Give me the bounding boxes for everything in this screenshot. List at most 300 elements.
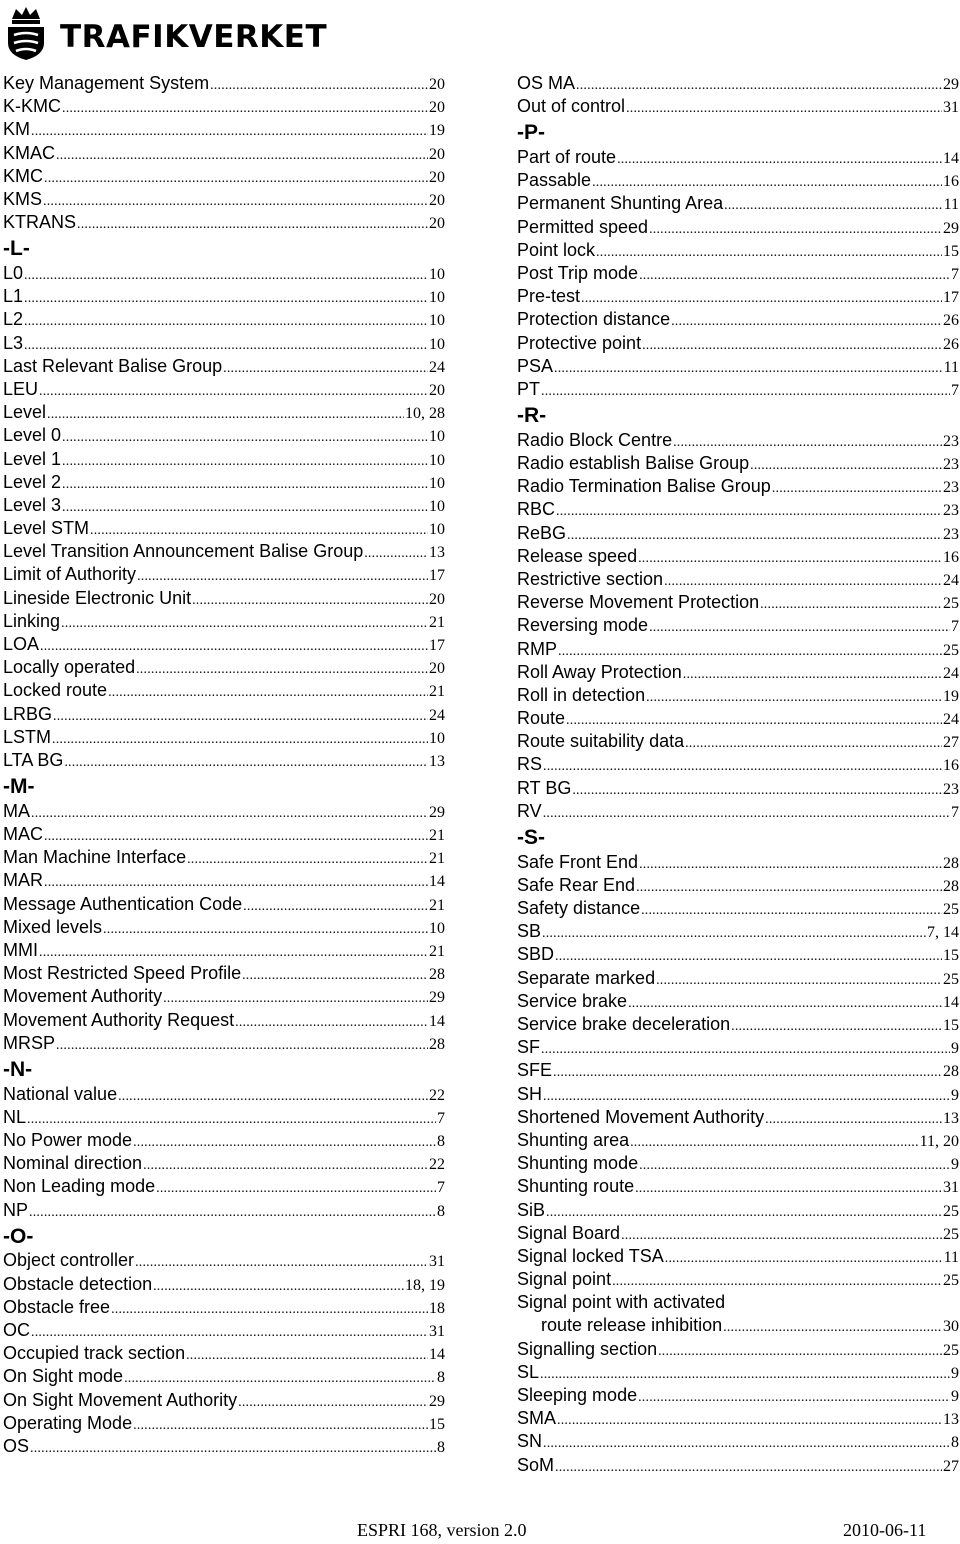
- index-entry: [517, 1338, 959, 1361]
- page-number: 26: [943, 312, 959, 330]
- index-entry: [3, 471, 445, 494]
- dot-leader: [542, 922, 926, 945]
- index-entry: [517, 1059, 959, 1082]
- index-column-right: [517, 72, 959, 1477]
- letter-heading: -L-: [3, 237, 30, 261]
- index-term: OS: [3, 1435, 30, 1456]
- page-number: 25: [943, 641, 959, 659]
- dot-leader: [750, 454, 942, 477]
- index-entry: [517, 498, 959, 521]
- page-number: 20: [429, 76, 445, 93]
- dot-leader: [133, 1131, 436, 1154]
- page-number: 10: [429, 266, 445, 283]
- page-number: 11: [943, 196, 959, 214]
- index-term: Obstacle detection: [3, 1273, 153, 1294]
- index-entry: [517, 1245, 959, 1268]
- index-term: KTRANS: [3, 212, 77, 233]
- index-term: Nominal direction: [3, 1153, 143, 1174]
- index-term: Service brake deceleration: [517, 1014, 731, 1034]
- dot-leader: [685, 732, 942, 755]
- dot-leader: [137, 565, 428, 588]
- index-entry: [3, 165, 445, 188]
- index-term: LTA BG: [3, 749, 64, 770]
- page-number: 22: [429, 1086, 445, 1104]
- index-entry: [3, 1412, 445, 1435]
- page-number: 21: [429, 613, 445, 631]
- index-term: Occupied track section: [3, 1343, 186, 1364]
- index-entry: [3, 633, 445, 656]
- letter-heading: -O-: [3, 1224, 34, 1248]
- index-entry: [3, 1342, 445, 1365]
- index-entry: [517, 1384, 959, 1407]
- dot-leader: [29, 1201, 436, 1224]
- page-number: 16: [943, 173, 959, 191]
- index-term: SMA: [517, 1408, 557, 1429]
- index-term: SBD: [517, 944, 555, 965]
- dot-leader: [56, 1034, 428, 1057]
- index-entry: [3, 1389, 445, 1412]
- footer-date: 2010-06-11: [843, 1520, 927, 1540]
- index-entry: [3, 962, 445, 985]
- index-entry: [3, 424, 445, 447]
- dot-leader: [61, 612, 428, 635]
- dot-leader: [558, 640, 942, 663]
- dot-leader: [581, 287, 942, 310]
- index-entry: [517, 378, 959, 401]
- index-entry: [517, 1407, 959, 1430]
- page-number: 31: [943, 99, 959, 117]
- page-number: 17: [429, 637, 445, 654]
- dot-leader: [543, 802, 950, 825]
- page-number: 23: [943, 456, 959, 473]
- letter-heading: -S-: [517, 826, 545, 849]
- dot-leader: [628, 992, 942, 1015]
- index-term: Radio Termination Balise Group: [517, 476, 771, 497]
- index-entry: [3, 1435, 445, 1458]
- dot-leader: [543, 1085, 950, 1108]
- dot-leader: [135, 1251, 428, 1274]
- page-number: 25: [943, 970, 959, 988]
- dot-leader: [143, 1154, 428, 1177]
- index-entry: [517, 1129, 959, 1152]
- page-number: 13: [429, 544, 445, 562]
- page-number: 29: [943, 219, 959, 237]
- index-entry: [3, 517, 445, 540]
- index-entry: [3, 1365, 445, 1388]
- dot-leader: [210, 74, 428, 97]
- page-number: 24: [429, 358, 445, 376]
- index-term: SiB: [517, 1199, 546, 1220]
- index-term: Permitted speed: [517, 216, 649, 237]
- index-entry: [517, 285, 959, 308]
- index-entry: [517, 1222, 959, 1245]
- dot-leader: [638, 1386, 950, 1409]
- index-term: Protective point: [517, 332, 642, 353]
- index-entry: [3, 494, 445, 517]
- dot-leader: [649, 218, 942, 241]
- letter-heading: -N-: [3, 1057, 33, 1081]
- index-term: Part of route: [517, 147, 617, 168]
- dot-leader: [62, 97, 428, 120]
- index-entry: [3, 656, 445, 679]
- dot-leader: [673, 431, 942, 454]
- index-entry: [517, 777, 959, 800]
- index-entry: [3, 563, 445, 586]
- dot-leader: [27, 1108, 436, 1131]
- index-entry: [3, 188, 445, 211]
- dot-leader: [62, 450, 428, 473]
- page-number: 11: [943, 1248, 959, 1266]
- page-number: 21: [429, 850, 445, 868]
- index-term: Service brake: [517, 990, 628, 1011]
- page-number: 10: [429, 497, 445, 515]
- index-term: RT BG: [517, 777, 572, 798]
- dot-leader: [44, 871, 428, 894]
- page-number: 13: [943, 1411, 959, 1429]
- page-number: 28: [943, 854, 959, 872]
- index-entry: [3, 1175, 445, 1198]
- page-number: 11, 20: [919, 1132, 959, 1150]
- index-term: Level 1: [3, 448, 62, 469]
- index-entry: [3, 939, 445, 962]
- page-number: 26: [943, 335, 959, 353]
- index-term: PSA: [517, 355, 554, 376]
- dot-leader: [541, 380, 950, 403]
- page-number: 20: [429, 660, 445, 678]
- index-term: Safe Front End: [517, 851, 639, 872]
- index-term: KMC: [3, 165, 43, 186]
- index-term: Safety distance: [517, 898, 641, 919]
- letter-heading: -P-: [517, 121, 545, 145]
- index-term: Safe Rear End: [517, 874, 636, 895]
- index-entry: [3, 211, 445, 234]
- index-entry: [517, 568, 959, 591]
- index-term: SL: [517, 1361, 540, 1382]
- index-entry: [3, 869, 445, 892]
- index-entry: [517, 1361, 959, 1384]
- page-number: 7: [437, 1109, 445, 1127]
- index-term: OS MA: [517, 73, 576, 93]
- dot-leader: [44, 825, 428, 848]
- dot-leader: [242, 964, 428, 987]
- dot-leader: [541, 1038, 950, 1061]
- dot-leader: [649, 616, 950, 639]
- index-entry: [517, 1430, 959, 1453]
- dot-leader: [133, 1414, 428, 1437]
- dot-leader: [665, 1247, 943, 1270]
- index-entry: [3, 1249, 445, 1272]
- dot-leader: [153, 1275, 404, 1298]
- index-entry: [517, 146, 959, 169]
- index-term: LOA: [3, 634, 40, 654]
- dot-leader: [186, 1344, 428, 1367]
- index-entry: [3, 703, 445, 726]
- index-term: Signalling section: [517, 1338, 658, 1359]
- page-number: 14: [429, 1346, 445, 1364]
- dot-leader: [111, 1298, 428, 1321]
- index-term: Lineside Electronic Unit: [3, 587, 192, 608]
- dot-leader: [223, 357, 428, 380]
- index-entry: [3, 1032, 445, 1055]
- index-entry: [3, 448, 445, 471]
- page-number: 28: [429, 966, 445, 984]
- dot-leader: [638, 547, 942, 570]
- dot-leader: [636, 876, 942, 899]
- page-number: 7: [951, 618, 959, 636]
- index-term: On Sight mode: [3, 1366, 124, 1387]
- page-number: 31: [429, 1322, 445, 1340]
- index-term: Movement Authority: [3, 986, 163, 1007]
- page-number: 14: [943, 993, 959, 1011]
- index-term: LRBG: [3, 703, 53, 724]
- dot-leader: [556, 500, 942, 523]
- index-term: MAR: [3, 870, 43, 891]
- dot-leader: [646, 686, 942, 709]
- page-number: 9: [951, 1156, 959, 1174]
- dot-leader: [40, 635, 428, 658]
- dot-leader: [635, 1177, 942, 1200]
- index-term: Most Restricted Speed Profile: [3, 963, 242, 984]
- logo-text: TRAFIKVERKET: [60, 19, 328, 55]
- index-entry: [517, 452, 959, 475]
- dot-leader: [77, 213, 428, 236]
- index-entry: [3, 1152, 445, 1175]
- page-number: 25: [943, 1225, 959, 1243]
- page-number: 14: [429, 873, 445, 891]
- index-term: L2: [3, 309, 24, 330]
- dot-leader: [639, 264, 950, 287]
- dot-leader: [555, 945, 942, 968]
- index-term: RBC: [517, 499, 556, 520]
- index-term: KM: [3, 119, 30, 140]
- index-entry: [3, 1273, 445, 1296]
- page-header: [4, 4, 327, 62]
- dot-leader: [546, 1201, 942, 1224]
- index-term: Signal point: [517, 1269, 612, 1290]
- index-entry: [517, 1454, 959, 1477]
- index-entry: [517, 1013, 959, 1036]
- dot-leader: [572, 779, 942, 802]
- index-term: Operating Mode: [3, 1412, 133, 1433]
- page-number: 20: [429, 145, 445, 163]
- index-entry: [517, 216, 959, 239]
- index-entry: [3, 118, 445, 141]
- index-term: Level 3: [3, 494, 62, 515]
- index-entry: [3, 262, 445, 285]
- index-term: Shortened Movement Authority: [517, 1106, 765, 1127]
- index-entry: [3, 142, 445, 165]
- page-number: 14: [943, 150, 959, 168]
- letter-heading: -R-: [517, 404, 547, 428]
- page-number: 10: [429, 335, 445, 353]
- index-entry: [517, 1152, 959, 1175]
- index-term: Non Leading mode: [3, 1176, 156, 1197]
- index-entry: [3, 95, 445, 118]
- dot-leader: [724, 194, 942, 217]
- page-number: 9: [951, 1364, 959, 1382]
- page-number: 23: [943, 525, 959, 543]
- dot-leader: [364, 542, 428, 565]
- page-number: 29: [943, 76, 959, 93]
- index-entry: [3, 1129, 445, 1152]
- index-entry: [3, 587, 445, 610]
- index-term: Sleeping mode: [517, 1385, 638, 1405]
- index-entry: [517, 614, 959, 637]
- page-number: 25: [943, 1341, 959, 1359]
- page-number: 28: [943, 877, 959, 895]
- index-term: Man Machine Interface: [3, 847, 187, 868]
- page-number: 27: [943, 1457, 959, 1475]
- dot-leader: [31, 802, 428, 825]
- index-term: National value: [3, 1083, 118, 1104]
- dot-leader: [626, 97, 942, 120]
- dot-leader: [639, 1154, 950, 1177]
- index-term: Movement Authority Request: [3, 1009, 235, 1030]
- page-number: 17: [943, 289, 959, 307]
- page-number: 10: [429, 474, 445, 492]
- index-term: SN: [517, 1431, 543, 1452]
- index-term: Level STM: [3, 518, 90, 539]
- page-number: 10, 28: [405, 405, 445, 423]
- dot-leader: [555, 1456, 942, 1479]
- index-entry: [517, 262, 959, 285]
- index-term: K-KMC: [3, 96, 61, 117]
- dot-leader: [765, 1108, 942, 1131]
- index-entry: [3, 332, 445, 355]
- dot-leader: [557, 1409, 942, 1432]
- index-term: NL: [3, 1106, 27, 1127]
- page-number: 31: [943, 1179, 959, 1197]
- page-number: 10: [429, 451, 445, 469]
- index-entry: [517, 638, 959, 661]
- index-entry: [3, 1319, 445, 1342]
- page-number: 25: [943, 1272, 959, 1290]
- index-term: Separate marked: [517, 967, 656, 988]
- dot-leader: [760, 593, 942, 616]
- page-number: 7: [951, 266, 959, 283]
- index-entry: [517, 169, 959, 192]
- index-term: Shunting route: [517, 1176, 635, 1197]
- index-term: Level: [3, 402, 47, 423]
- dot-leader: [187, 848, 428, 871]
- page-number: 7: [951, 803, 959, 821]
- index-term: Limit of Authority: [3, 564, 137, 585]
- page-number: 23: [943, 780, 959, 798]
- dot-leader: [43, 190, 428, 213]
- dot-leader: [62, 426, 428, 449]
- index-term: SF: [517, 1037, 541, 1058]
- dot-leader: [62, 473, 428, 496]
- dot-leader: [124, 1367, 436, 1390]
- page-number: 18: [429, 1299, 445, 1317]
- index-term: Roll Away Protection: [517, 661, 682, 682]
- page-number: 21: [429, 896, 445, 914]
- index-term: Restrictive section: [517, 568, 664, 589]
- index-term: Signal Board: [517, 1222, 621, 1243]
- dot-leader: [772, 477, 942, 500]
- page-number: 8: [437, 1438, 445, 1456]
- page-number: 10: [429, 312, 445, 330]
- dot-leader: [621, 1224, 942, 1247]
- footer-doc-id: ESPRI 168, version 2.0: [357, 1520, 527, 1540]
- index-term: Shunting area: [517, 1129, 630, 1150]
- page-number: 7: [437, 1179, 445, 1197]
- crown-shield-icon: [4, 5, 48, 61]
- dot-leader: [31, 120, 428, 143]
- index-term: Protection distance: [517, 309, 671, 330]
- index-term: On Sight Movement Authority: [3, 1389, 238, 1410]
- index-term: Radio Block Centre: [517, 429, 673, 450]
- index-entry: [3, 916, 445, 939]
- index-term: Point lock: [517, 239, 596, 260]
- dot-leader: [639, 853, 942, 876]
- page-number: 24: [943, 571, 959, 589]
- dot-leader: [723, 1316, 942, 1339]
- index-term: Last Relevant Balise Group: [3, 355, 223, 376]
- index-term: KMAC: [3, 142, 56, 163]
- index-term: RMP: [517, 638, 557, 659]
- dot-leader: [90, 519, 428, 542]
- page-number: 19: [943, 687, 959, 705]
- index-entry: [517, 429, 959, 452]
- dot-leader: [553, 1061, 942, 1084]
- page-number: 25: [943, 901, 959, 919]
- index-entry: [517, 332, 959, 355]
- dot-leader: [53, 705, 428, 728]
- page-number: 8: [437, 1369, 445, 1387]
- dot-leader: [62, 496, 428, 519]
- page-number: 10: [429, 428, 445, 446]
- dot-leader: [44, 167, 428, 190]
- index-entry: [517, 684, 959, 707]
- index-term: Level 0: [3, 425, 62, 446]
- page-number: 9: [951, 1040, 959, 1058]
- index-term: Passable: [517, 170, 592, 191]
- index-entry: [3, 540, 445, 563]
- page-number: 7: [951, 381, 959, 399]
- index-entry: [517, 591, 959, 614]
- index-entry: [517, 1268, 959, 1291]
- page-number: 20: [429, 99, 445, 117]
- index-term: Reverse Movement Protection: [517, 592, 760, 613]
- dot-leader: [24, 310, 428, 333]
- page-number: 31: [429, 1253, 445, 1271]
- index-entry: [517, 355, 959, 378]
- index-entry: [3, 679, 445, 702]
- dot-leader: [24, 264, 428, 287]
- page-number: 25: [943, 1202, 959, 1220]
- page-number: 20: [429, 215, 445, 233]
- page-number: 17: [429, 567, 445, 585]
- page-number: 16: [943, 757, 959, 775]
- page-number: 20: [429, 381, 445, 399]
- page-number: 9: [951, 1388, 959, 1405]
- index-entry: [517, 522, 959, 545]
- index-entry: [517, 897, 959, 920]
- dot-leader: [118, 1085, 428, 1108]
- page-number: 18, 19: [405, 1276, 445, 1294]
- index-entry: [517, 661, 959, 684]
- index-entry: [517, 920, 959, 943]
- page-number: 28: [943, 1063, 959, 1081]
- index-term: L1: [3, 286, 24, 307]
- dot-leader: [39, 941, 428, 964]
- index-term-line: Signal point with activated: [517, 1292, 726, 1313]
- index-term: Mixed levels: [3, 916, 103, 937]
- index-entry: [3, 985, 445, 1008]
- index-entry: [517, 1036, 959, 1059]
- dot-leader: [31, 1321, 428, 1344]
